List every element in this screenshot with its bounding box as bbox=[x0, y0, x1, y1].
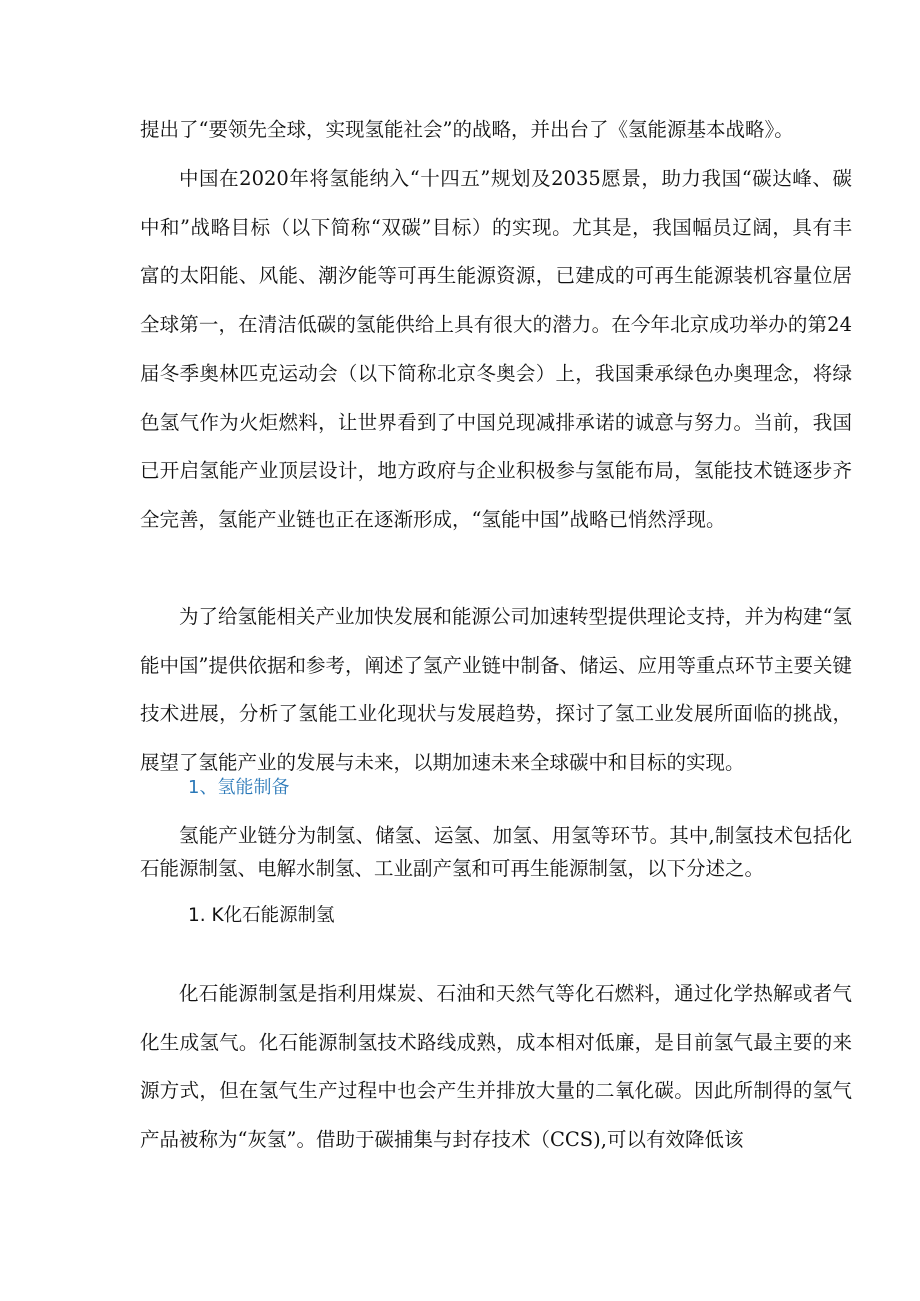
section-heading: 1、氢能制备 bbox=[188, 777, 290, 798]
paragraph-fossil-hydrogen: 化石能源制氢是指利用煤炭、石油和天然气等化石燃料，通过化学热解或者气化生成氢气。化石能源制氢技术路线成熟，成本相对低廉，是目前氢气最主要的来源方式，但在氢气生产过程中也会产生并排放大量的二氧化碳。因此所制得的氢气产品被称为“灰氢”。借助于碳捕集与封存技术（CCS),可以有效降低该 bbox=[140, 982, 852, 1152]
paragraph-section-intro: 氢能产业链分为制氢、储氢、运氢、加氢、用氢等环节。其中,制氢技术包括化石能源制氢、电解水制氢、工业副产氢和可再生能源制氢，以下分述之。 bbox=[140, 824, 852, 880]
subsection-heading: 1. K化石能源制氢 bbox=[188, 905, 335, 926]
paragraph-china-strategy: 中国在2020年将氢能纳入“十四五”规划及2035愿景，助力我国“碳达峰、碳中和”战略目标（以下简称“双碳”目标）的实现。尤其是，我国幅员辽阔，具有丰富的太阳能、风能、潮汐能等可再生能源资源，已建成的可再生能源装机容量位居全球第一，在清洁低碳的氢能供给上具有很大的潜力。在今年北京成功举办的第24届冬季奥林匹克运动会（以下简称北京冬奥会）上，我国秉承绿色办奥理念，将绿色氢气作为火炬燃料，让世界看到了中国兑现减排承诺的诚意与努力。当前，我国已开启氢能产业顶层设计，地方政府与企业积极参与氢能布局，氢能技术链逐步齐全完善，氢能产业链也正在逐渐形成，“氢能中国”战略已悄然浮现。 bbox=[140, 167, 852, 531]
paragraph-purpose: 为了给氢能相关产业加快发展和能源公司加速转型提供理论支持，并为构建“氢能中国”提供依据和参考，阐述了氢产业链中制备、储运、应用等重点环节主要关键技术进展，分析了氢能工业化现状与发展趋势，探讨了氢工业发展所面临的挑战，展望了氢能产业的发展与未来，以期加速未来全球碳中和目标的实现。 bbox=[140, 605, 852, 775]
paragraph-intro-continuation: 提出了“要领先全球，实现氢能社会”的战略，并出台了《氢能源基本战略》。 bbox=[140, 118, 794, 141]
